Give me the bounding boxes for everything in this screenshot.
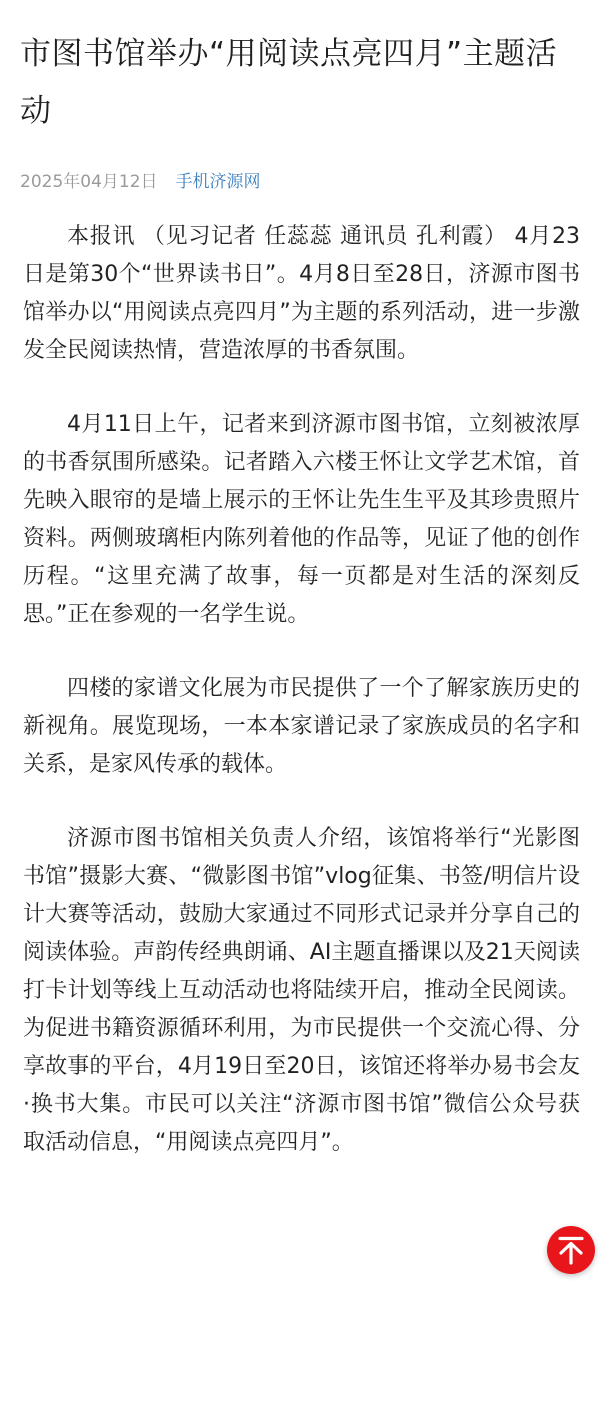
back-to-top-button[interactable]	[547, 1226, 595, 1274]
article-body	[0, 196, 600, 1162]
source-link[interactable]: 手机济源网	[175, 172, 261, 192]
paragraph-1: 本报讯 （见习记者 任蕊蕊 通讯员 孔利霞） 4月23日是第30个“世界读书日”。4月8日至28日，济源市图书馆举办以“用阅读点亮四月”为主题的系列活动，进一步激发全民阅读热情，营造浓厚的书香氛围。	[23, 224, 580, 363]
arrow-up-to-top-icon	[547, 1226, 595, 1274]
article-title: 市图书馆举办“用阅读点亮四月”主题活动	[20, 36, 558, 129]
article-meta	[0, 140, 600, 196]
paragraph-2: 4月11日上午，记者来到济源市图书馆，立刻被浓厚的书香氛围所感染。记者踏入六楼王怀让文学艺术馆，首先映入眼帘的是墙上展示的王怀让先生生平及其珍贵照片资料。两侧玻璃柜内陈列着他的作品等，见证了他的创作历程。“这里充满了故事，每一页都是对生活的深刻反思。”正在参观的一名学生说。	[23, 412, 580, 627]
paragraph-3: 四楼的家谱文化展为市民提供了一个了解家族历史的新视角。展览现场，一本本家谱记录了家族成员的名字和关系，是家风传承的载体。	[23, 676, 580, 777]
paragraph-4: 济源市图书馆相关负责人介绍，该馆将举行“光影图书馆”摄影大赛、“微影图书馆”vlog征集、书签/明信片设计大赛等活动，鼓励大家通过不同形式记录并分享自己的阅读体验。声韵传经典朗诵、AI主题直播课以及21天阅读打卡计划等线上互动活动也将陆续开启，推动全民阅读。为促进书籍资源循环利用，为市民提供一个交流心得、分享故事的平台，4月19日至20日，该馆还将举办易书会友·换书大集。市民可以关注“济源市图书馆”微信公众号获取活动信息，“用阅读点亮四月”。	[23, 826, 580, 1155]
publish-date: 2025年04月12日	[20, 172, 158, 192]
